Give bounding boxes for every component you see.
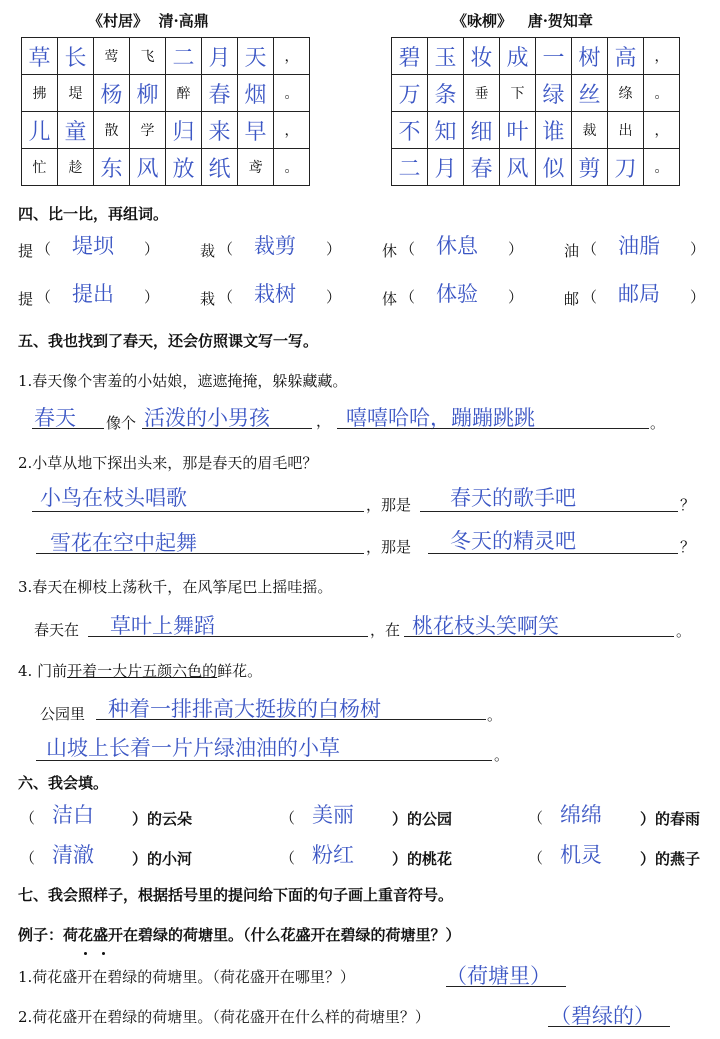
stress-mark-dot [102, 952, 105, 955]
s5-q1-blank2[interactable] [142, 428, 312, 429]
fill-answer[interactable]: 绵绵 [560, 803, 602, 827]
grid-row [22, 38, 310, 75]
s5-q2-mid2: ，那是 [366, 538, 412, 556]
s5-q2-mid: ，那是 [366, 496, 412, 514]
word-answer[interactable]: 休息 [436, 234, 478, 258]
s5-q2-blank2[interactable] [420, 511, 678, 512]
poem1-title: 《村居》 清·高鼎 [88, 12, 209, 30]
s7-q1-answer: （荷塘里） [446, 964, 551, 988]
s5-q3-answer2: 桃花枝头笑啊笑 [412, 614, 559, 638]
s7-q2-blank[interactable] [548, 1026, 670, 1027]
grid-cell: 知 [428, 112, 464, 149]
stress-mark-dot [84, 952, 87, 955]
s5-q2-answer1: 小鸟在枝头唱歌 [40, 486, 187, 510]
grid-cell: 二 [166, 38, 202, 75]
poem2-title: 《咏柳》 唐·贺知章 [452, 12, 593, 30]
s5-q4-period1: 。 [487, 706, 503, 724]
fill-noun: ）的小河 [132, 850, 193, 868]
paren-open: （ [36, 240, 52, 258]
poem1-grid [21, 37, 310, 186]
grid-row [22, 112, 310, 149]
s5-q2-qmark: ？ [680, 496, 696, 514]
s5-q3-period: 。 [676, 622, 692, 640]
grid-cell: 儿 [22, 112, 58, 149]
grid-cell: 妆 [464, 38, 500, 75]
s7-example: 例子：荷花盛开在碧绿的荷塘里。（什么花盛开在碧绿的荷塘里？） [18, 926, 461, 944]
paren-open: （ [20, 849, 36, 867]
s5-q4-blank2[interactable] [36, 760, 492, 761]
s5-q1: 1.春天像个害羞的小姑娘，遮遮掩掩，躲躲藏藏。 [18, 372, 348, 390]
grid-cell: 长 [58, 38, 94, 75]
s7-q1: 1.荷花盛开在碧绿的荷塘里。（荷花盛开在哪里？） [18, 968, 355, 986]
fill-noun: ）的公园 [392, 810, 453, 828]
s5-q4-blank1[interactable] [96, 719, 486, 720]
paren-open: （ [582, 288, 598, 306]
grid-cell: 绿 [536, 75, 572, 112]
paren-open: （ [400, 288, 416, 306]
paren-close: ） [508, 240, 524, 258]
grid-cell: 垂 [464, 75, 500, 112]
s5-q3-answer1: 草叶上舞蹈 [110, 614, 215, 638]
grid-row [392, 149, 680, 186]
grid-cell: 来 [202, 112, 238, 149]
s5-q3: 3.春天在柳枝上荡秋千，在风筝尾巴上摇哇摇。 [18, 578, 333, 596]
fill-answer[interactable]: 粉红 [312, 843, 354, 867]
fill-answer[interactable]: 清澈 [52, 843, 94, 867]
grid-cell: 飞 [130, 38, 166, 75]
grid-cell: 学 [130, 112, 166, 149]
s5-q3-blank2[interactable] [404, 636, 674, 637]
char-label: 栽 [200, 290, 216, 308]
s5-q1-blank3[interactable] [337, 428, 649, 429]
poem2-grid [391, 37, 680, 186]
poem2-author: 唐·贺知章 [527, 12, 593, 30]
paren-open: （ [528, 809, 544, 827]
grid-cell: 烟 [238, 75, 274, 112]
s5-q3-mid: ，在 [370, 621, 401, 639]
s5-q3-blank1[interactable] [88, 636, 368, 637]
paren-close: ） [144, 240, 160, 258]
s5-q2-qmark2: ？ [680, 538, 696, 556]
grid-cell: ， [644, 38, 680, 75]
grid-cell: 谁 [536, 112, 572, 149]
paren-open: （ [20, 809, 36, 827]
s5-q2-answer4: 冬天的精灵吧 [450, 529, 576, 553]
grid-row [392, 75, 680, 112]
grid-cell: 莺 [94, 38, 130, 75]
s5-q1-blank1[interactable] [32, 428, 104, 429]
grid-cell: 放 [166, 149, 202, 186]
s5-q1-answer1: 春天 [34, 406, 76, 430]
grid-cell: 月 [428, 149, 464, 186]
grid-cell: 下 [500, 75, 536, 112]
paren-close: ） [326, 240, 342, 258]
word-answer[interactable]: 邮局 [618, 282, 660, 306]
paren-close: ） [690, 288, 706, 306]
grid-cell: 成 [500, 38, 536, 75]
s5-q1-comma: ， [316, 412, 332, 430]
grid-cell: 天 [238, 38, 274, 75]
grid-cell: 细 [464, 112, 500, 149]
grid-cell: 春 [464, 149, 500, 186]
paren-open: （ [36, 288, 52, 306]
paren-close: ） [326, 288, 342, 306]
section5-title: 五、我也找到了春天，还会仿照课文写一写。 [18, 332, 319, 350]
grid-cell: 不 [392, 112, 428, 149]
grid-cell: 鸢 [238, 149, 274, 186]
word-answer[interactable]: 裁剪 [254, 234, 296, 258]
grid-cell: 散 [94, 112, 130, 149]
paren-open: （ [400, 240, 416, 258]
grid-row [392, 112, 680, 149]
char-label: 提 [18, 290, 34, 308]
fill-answer[interactable]: 洁白 [52, 803, 94, 827]
grid-cell: 出 [608, 112, 644, 149]
grid-row [22, 75, 310, 112]
s5-q1-answer3: 嘻嘻哈哈，蹦蹦跳跳 [346, 406, 535, 430]
grid-cell: 刀 [608, 149, 644, 186]
paren-open: （ [280, 849, 296, 867]
paren-close: ） [690, 240, 706, 258]
s5-q2-blank1[interactable] [32, 511, 364, 512]
word-answer[interactable]: 栽树 [254, 282, 296, 306]
grid-cell: 春 [202, 75, 238, 112]
grid-cell: 。 [274, 75, 310, 112]
char-label: 裁 [200, 242, 216, 260]
grid-cell: 草 [22, 38, 58, 75]
s5-q2: 2.小草从地下探出头来，那是春天的眉毛吧？ [18, 454, 318, 472]
grid-cell: 条 [428, 75, 464, 112]
s5-q4-answer1: 种着一排排高大挺拔的白杨树 [108, 697, 381, 721]
grid-cell: 二 [392, 149, 428, 186]
word-answer[interactable]: 油脂 [618, 234, 660, 258]
grid-cell: 月 [202, 38, 238, 75]
grid-cell: 童 [58, 112, 94, 149]
s5-q3-pre: 春天在 [34, 621, 80, 639]
grid-cell: 树 [572, 38, 608, 75]
word-answer[interactable]: 堤坝 [72, 234, 114, 258]
fill-noun: ）的春雨 [640, 810, 701, 828]
s7-q2-answer: （碧绿的） [550, 1004, 655, 1028]
paren-open: （ [280, 809, 296, 827]
grid-cell: 趁 [58, 149, 94, 186]
grid-cell: 剪 [572, 149, 608, 186]
grid-cell: 忙 [22, 149, 58, 186]
grid-cell: 纸 [202, 149, 238, 186]
fill-answer[interactable]: 机灵 [560, 843, 602, 867]
grid-cell: ， [274, 38, 310, 75]
char-label: 提 [18, 242, 34, 260]
section6-title: 六、我会填。 [18, 774, 109, 792]
grid-cell: 。 [644, 149, 680, 186]
grid-cell: ， [274, 112, 310, 149]
grid-cell: 风 [500, 149, 536, 186]
char-label: 油 [564, 242, 580, 260]
fill-noun: ）的燕子 [640, 850, 701, 868]
grid-cell: 。 [644, 75, 680, 112]
grid-cell: 柳 [130, 75, 166, 112]
paren-close: ） [508, 288, 524, 306]
grid-cell: 早 [238, 112, 274, 149]
grid-cell: 碧 [392, 38, 428, 75]
grid-cell: 似 [536, 149, 572, 186]
grid-cell: 高 [608, 38, 644, 75]
char-label: 体 [382, 290, 398, 308]
grid-cell: 丝 [572, 75, 608, 112]
s5-q4: 4. 门前开着一大片五颜六色的鲜花。 [18, 662, 263, 680]
s5-q2-answer2: 春天的歌手吧 [450, 486, 576, 510]
s5-q1-mid: 像个 [106, 414, 137, 432]
fill-noun: ）的桃花 [392, 850, 453, 868]
s5-q2-answer3: 雪花在空中起舞 [50, 531, 197, 555]
paren-open: （ [528, 849, 544, 867]
s5-q2-blank4[interactable] [428, 553, 678, 554]
grid-cell: 叶 [500, 112, 536, 149]
s5-q2-blank3[interactable] [36, 553, 364, 554]
grid-cell: 裁 [572, 112, 608, 149]
grid-cell: 万 [392, 75, 428, 112]
grid-cell: 玉 [428, 38, 464, 75]
grid-cell: 。 [274, 149, 310, 186]
grid-cell: 拂 [22, 75, 58, 112]
s5-q4-answer2: 山坡上长着一片片绿油油的小草 [46, 736, 340, 760]
s5-q1-answer2: 活泼的小男孩 [144, 406, 270, 430]
paren-close: ） [144, 288, 160, 306]
grid-cell: 绦 [608, 75, 644, 112]
char-label: 休 [382, 242, 398, 260]
grid-cell: 归 [166, 112, 202, 149]
word-answer[interactable]: 提出 [72, 282, 114, 306]
s7-q1-blank[interactable] [446, 986, 566, 987]
grid-row [22, 149, 310, 186]
char-label: 邮 [564, 290, 580, 308]
paren-open: （ [218, 288, 234, 306]
s7-q2: 2.荷花盛开在碧绿的荷塘里。（荷花盛开在什么样的荷塘里？） [18, 1008, 430, 1026]
paren-open: （ [582, 240, 598, 258]
grid-row [392, 38, 680, 75]
grid-cell: 醉 [166, 75, 202, 112]
fill-answer[interactable]: 美丽 [312, 803, 354, 827]
grid-cell: 杨 [94, 75, 130, 112]
s5-q4-lead: 公园里 [40, 705, 86, 723]
poem1-author: 清·高鼎 [158, 12, 209, 30]
paren-open: （ [218, 240, 234, 258]
word-answer[interactable]: 体验 [436, 282, 478, 306]
grid-cell: 东 [94, 149, 130, 186]
grid-cell: 堤 [58, 75, 94, 112]
grid-cell: ， [644, 112, 680, 149]
grid-cell: 风 [130, 149, 166, 186]
section4-title: 四、比一比，再组词。 [18, 205, 169, 223]
s5-q4-period2: 。 [494, 746, 510, 764]
section7-title: 七、我会照样子，根据括号里的提问给下面的句子画上重音符号。 [18, 886, 454, 904]
s5-q1-period: 。 [650, 414, 666, 432]
grid-cell: 一 [536, 38, 572, 75]
fill-noun: ）的云朵 [132, 810, 193, 828]
